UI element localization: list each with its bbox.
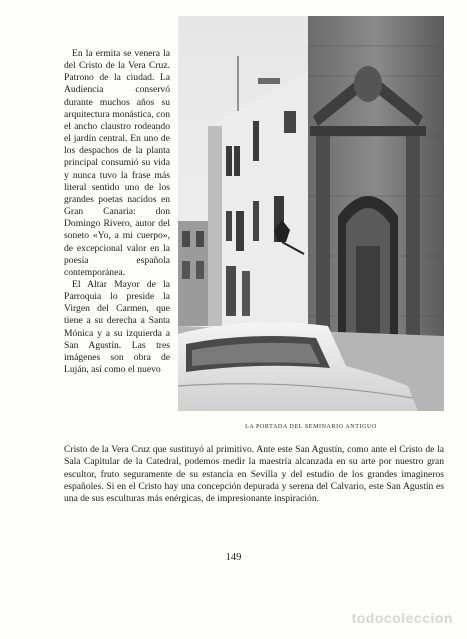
page-number: 149 [225,552,242,563]
left-text-column [64,48,170,376]
paragraph-altar-mayor: El Altar Mayor de la Parroquia lo preside la Virgen del Carmen, que tiene a su derecha a Santa Mónica y a su izquierda a San Agustín. Las tres imágenes son obra de Luján, así como el nuevo [64,278,170,376]
watermark-logo [352,610,453,626]
full-width-text [64,444,444,505]
paragraph-ermita: En la ermita se venera la del Cristo de la Vera Cruz. Patrono de la ciudad. La Audiencia conservó durante muchos años su arquitectura monástica, con el ancho claustro rodeando el jardín central. En uno de los despachos de la planta principal consumió su vida y nunca tuvo la frase más literal sentido uno de los grandes poetas nacidos en Gran Canaria: don Domingo Rivero, autor del soneto «Yo, a mi cuerpo», de excepcional valor en la poesía española contemporánea. [64,48,170,278]
watermark-text: todocoleccion [351,610,453,626]
paragraph-cristo-vera-cruz: Cristo de la Vera Cruz que sustituyó al primitivo. Ante este San Agustín, como ante el Cristo de la Sala Capitular de la Catedral, podemos medir la maestría alcanzada en su arte por nuestro gran escultor, fruto seguramente de su estancia en Sevilla y del estudio de los grandes imagineros españoles. Si en el Cristo hay una concepción depurada y serena del Calvario, este San Agustín es una de sus esculturas más enérgicas, de impresionante inspiración. [64,444,444,505]
photo-caption: LA PORTADA DEL SEMINARIO ANTIGUO [245,424,377,430]
seminary-portal-photo [178,16,444,411]
